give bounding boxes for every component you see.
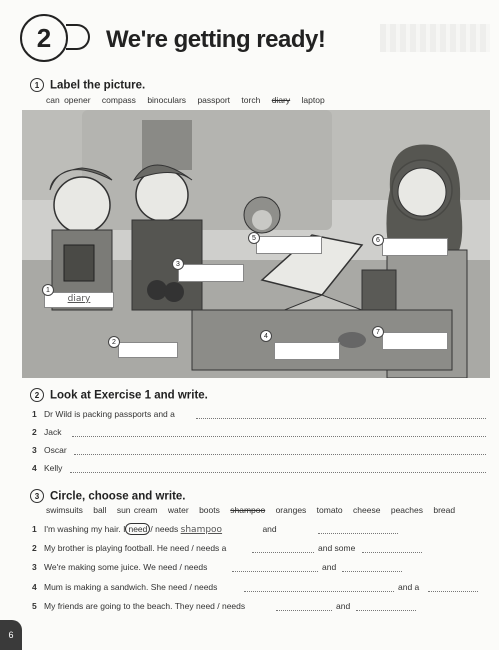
unit-badge-tail <box>66 24 90 50</box>
answer-box-4[interactable] <box>274 342 340 360</box>
answer-box-7[interactable] <box>382 332 448 350</box>
ex3-word-bank <box>46 505 462 515</box>
item-text: Dr Wild is packing passports and a <box>44 409 175 419</box>
ex3-heading <box>30 489 185 503</box>
word-bank-item: ball <box>93 505 107 515</box>
ex2-item <box>32 463 62 473</box>
answer-line[interactable] <box>72 436 486 437</box>
word-bank-item: sun cream <box>116 505 158 515</box>
word-bank-item: laptop <box>301 95 325 105</box>
word-bank-item: binoculars <box>147 95 187 105</box>
answer-box-6[interactable] <box>382 238 448 256</box>
ex1-number: 1 <box>30 78 44 92</box>
word-bank-item: swimsuits <box>46 505 83 515</box>
item-tail: and a <box>398 582 420 592</box>
answer-line[interactable] <box>356 610 416 611</box>
item-text: / needs <box>150 524 179 534</box>
answer-line[interactable] <box>362 552 422 553</box>
answer-box-2[interactable] <box>118 342 178 358</box>
ex2-item <box>32 427 61 437</box>
item-tail: and some <box>318 543 356 553</box>
ex1-heading <box>30 78 145 92</box>
word-bank-item: passport <box>197 95 231 105</box>
word-bank-item-crossed: shampoo <box>230 505 266 515</box>
word-bank-item: peaches <box>390 505 423 515</box>
word-bank-item: torch <box>241 95 261 105</box>
circled-word[interactable]: need <box>125 523 150 535</box>
word-bank-item: cheese <box>353 505 381 515</box>
answer-line[interactable] <box>276 610 332 611</box>
item-number: 3 <box>32 445 37 455</box>
item-tail: and <box>322 562 337 572</box>
item-text: I'm washing my hair. I <box>44 524 126 534</box>
item-number: 2 <box>32 543 37 553</box>
unit-title: We're getting ready! <box>106 26 326 53</box>
marker-1: 1 <box>42 284 54 296</box>
item-number: 1 <box>32 409 37 419</box>
answer-line[interactable] <box>252 552 314 553</box>
marker-3: 3 <box>172 258 184 270</box>
answer-line[interactable] <box>70 472 486 473</box>
word-bank-item: oranges <box>275 505 307 515</box>
item-number: 4 <box>32 463 37 473</box>
answer-box-5[interactable] <box>256 236 322 254</box>
item-number: 2 <box>32 427 37 437</box>
item-and: and <box>262 524 277 534</box>
marker-7: 7 <box>372 326 384 338</box>
ex2-heading <box>30 388 208 402</box>
word-bank-item: tomato <box>316 505 343 515</box>
word-bank-item: bread <box>433 505 456 515</box>
unit-number: 2 <box>20 14 68 62</box>
page-number: 6 <box>0 620 22 650</box>
answer-line[interactable] <box>428 591 478 592</box>
answer-box-3[interactable] <box>178 264 244 282</box>
handwritten-answer: shampoo <box>180 525 223 535</box>
ex1-word-bank <box>46 95 332 105</box>
ex3-heading-text: Circle, choose and write. <box>50 490 186 503</box>
item-number: 4 <box>32 582 37 592</box>
bleed-through-shadow <box>380 24 490 52</box>
ex2-item <box>32 445 67 455</box>
answer-line[interactable] <box>244 591 394 592</box>
ex3-item <box>32 601 245 611</box>
item-text: Mum is making a sandwich. She need / needs <box>44 582 218 592</box>
answer-line[interactable] <box>74 454 486 455</box>
item-number: 1 <box>32 524 37 534</box>
item-text: My brother is playing football. He need / needs a <box>44 543 227 553</box>
marker-6: 6 <box>372 234 384 246</box>
ex3-item <box>32 562 207 572</box>
item-text: Jack <box>44 427 62 437</box>
ex3-item <box>32 524 277 535</box>
word-bank-item: can opener <box>46 95 91 105</box>
marker-2: 2 <box>108 336 120 348</box>
item-text: Kelly <box>44 463 63 473</box>
illustration <box>22 110 490 378</box>
item-tail: and <box>336 601 351 611</box>
answer-line[interactable] <box>196 418 486 419</box>
word-bank-item: boots <box>199 505 220 515</box>
word-bank-item: water <box>167 505 189 515</box>
word-bank-item: compass <box>101 95 136 105</box>
ex2-heading-text: Look at Exercise 1 and write. <box>50 389 208 402</box>
ex3-item <box>32 543 226 553</box>
answer-line[interactable] <box>342 571 402 572</box>
item-text: We're making some juice. We need / needs <box>44 562 208 572</box>
item-number: 5 <box>32 601 37 611</box>
ex1-heading-text: Label the picture. <box>50 79 146 92</box>
ex3-number: 3 <box>30 489 44 503</box>
answer-box-1[interactable] <box>44 292 114 308</box>
word-bank-item-crossed: diary <box>271 95 291 105</box>
ex2-item <box>32 409 175 419</box>
item-text: Oscar <box>44 445 67 455</box>
item-text: My friends are going to the beach. They need / needs <box>44 601 246 611</box>
answer-line[interactable] <box>318 533 398 534</box>
ex2-number: 2 <box>30 388 44 402</box>
marker-5: 5 <box>248 232 260 244</box>
marker-4: 4 <box>260 330 272 342</box>
answer-line[interactable] <box>232 571 318 572</box>
ex3-item <box>32 582 217 592</box>
item-number: 3 <box>32 562 37 572</box>
answer-box-1-text: diary <box>67 294 91 304</box>
